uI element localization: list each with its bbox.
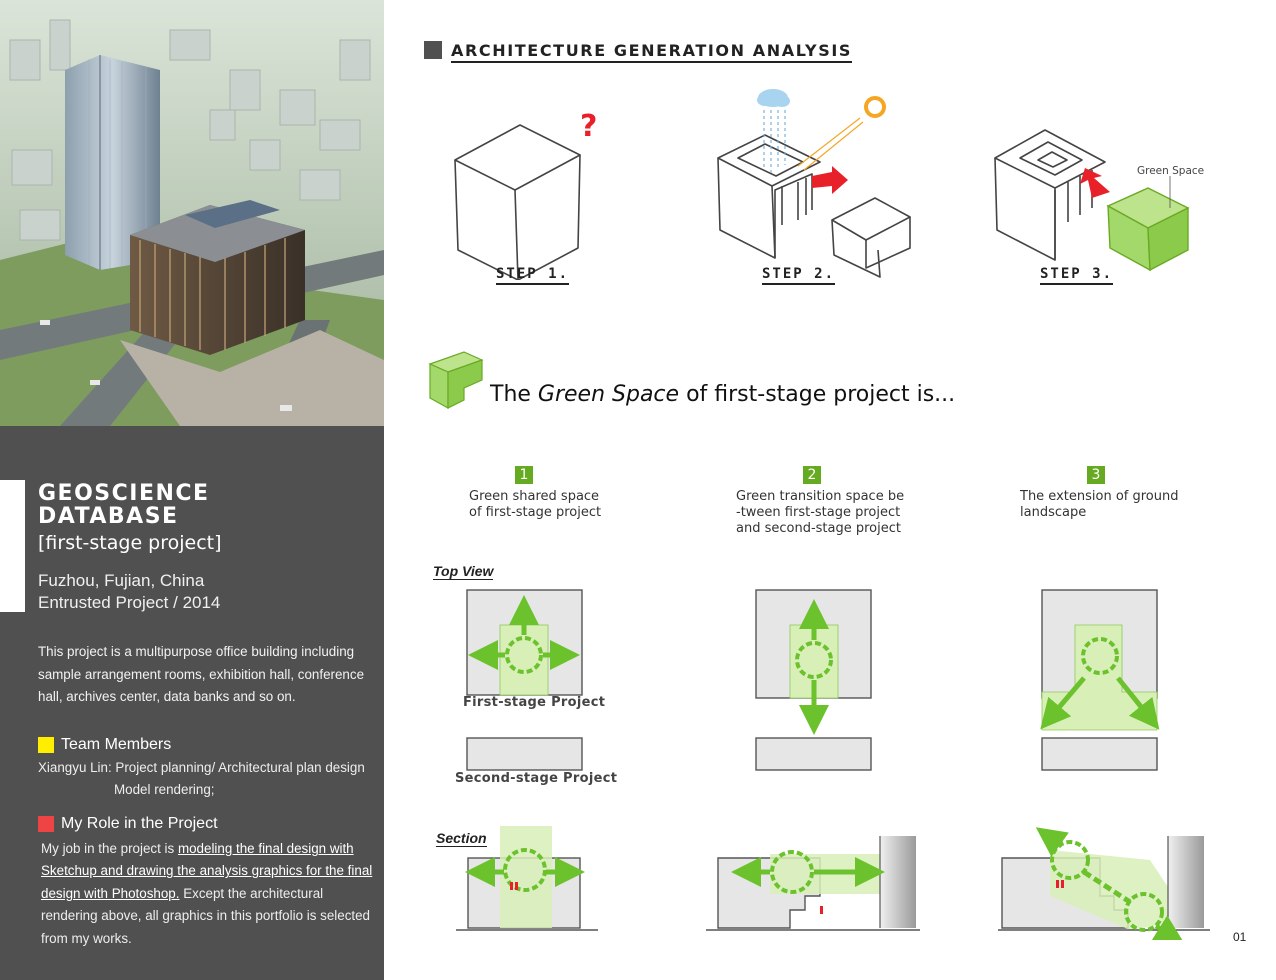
step2-volume (718, 135, 910, 277)
project-title-line2: DATABASE (38, 504, 179, 529)
question-mark-icon: ? (580, 109, 598, 144)
role-highlight: modeling the final design with Sketchup and drawing the analysis graphics for the final design with Photoshop. (41, 841, 373, 901)
role-intro: My job in the project is (41, 841, 178, 856)
role-marker (38, 816, 54, 832)
first-stage-label: First-stage Project (463, 695, 606, 710)
role-rest: Except the architectural rendering above, all graphics in this portfolio is selected from my works. (41, 885, 370, 946)
team-line-1: Xiangyu Lin: Project planning/ Architectural plan design (38, 760, 365, 775)
top-view-label: Top View (433, 563, 494, 579)
section-label: Section (436, 830, 487, 846)
option-badge-2: 2 (803, 466, 821, 484)
step2-arrow-icon (812, 166, 848, 194)
green-lead-emphasis: Green Space (537, 382, 680, 407)
second-stage-block-1 (467, 738, 582, 770)
option-badge-1: 1 (515, 466, 533, 484)
project-description: This project is a multipurpose office building including sample arrangement rooms, exhibition hall, conference hall, archives center, data banks and so on. (38, 644, 365, 704)
option-desc-1 (469, 489, 601, 521)
option-2-line-1: Green transition space be (736, 489, 905, 504)
project-title-line1: GEOSCIENCE (38, 481, 210, 506)
option-desc-3 (1020, 489, 1178, 521)
step3-volume (995, 130, 1105, 260)
option-1-line-1: Green shared space (469, 489, 600, 504)
option-1-line-2: of first-stage project (469, 505, 602, 520)
section-diagrams (450, 820, 1210, 940)
option-3-line-1: The extension of ground (1020, 489, 1179, 504)
building-rendering (0, 0, 384, 426)
top-view-diagrams (450, 580, 1170, 780)
step-label-3: STEP 3. (1040, 267, 1113, 285)
second-stage-label: Second-stage Project (455, 771, 618, 786)
step-label-1: STEP 1. (496, 267, 569, 285)
page-number: 01 (1233, 930, 1247, 944)
green-space-icon (424, 346, 488, 410)
step3-green-space (1108, 188, 1188, 270)
team-heading: Team Members (61, 736, 172, 753)
green-lead-suffix: of first-stage project is... (679, 382, 956, 407)
option-2-line-3: and second-stage project (736, 521, 901, 536)
role-heading: My Role in the Project (61, 815, 218, 832)
project-type-year: Entrusted Project / 2014 (38, 593, 221, 612)
second-stage-block-2 (756, 738, 871, 770)
step3-arrow-icon (1080, 168, 1110, 198)
project-subtitle: [first-stage project] (38, 532, 222, 554)
team-line-2: Model rendering; (114, 782, 215, 797)
option-desc-2 (736, 489, 904, 537)
header-marker (424, 41, 442, 59)
option-3-line-2: landscape (1020, 505, 1087, 520)
role-description (41, 838, 373, 950)
project-location: Fuzhou, Fujian, China (38, 571, 205, 590)
green-lead-prefix: The (490, 382, 538, 407)
step1-volume (455, 125, 580, 280)
section-title: ARCHITECTURE GENERATION ANALYSIS (451, 41, 852, 63)
second-stage-block-3 (1042, 738, 1157, 770)
option-2-line-2: -tween first-stage project (736, 505, 901, 520)
step-label-2: STEP 2. (762, 267, 835, 285)
team-marker (38, 737, 54, 753)
option-badge-3: 3 (1087, 466, 1105, 484)
sun-icon (798, 98, 884, 170)
green-space-heading (490, 382, 955, 407)
cloud-rain-icon (757, 89, 790, 175)
accent-bar (0, 480, 25, 612)
generation-steps-diagram (420, 80, 1260, 280)
green-space-annotation: Green Space (1137, 165, 1205, 177)
